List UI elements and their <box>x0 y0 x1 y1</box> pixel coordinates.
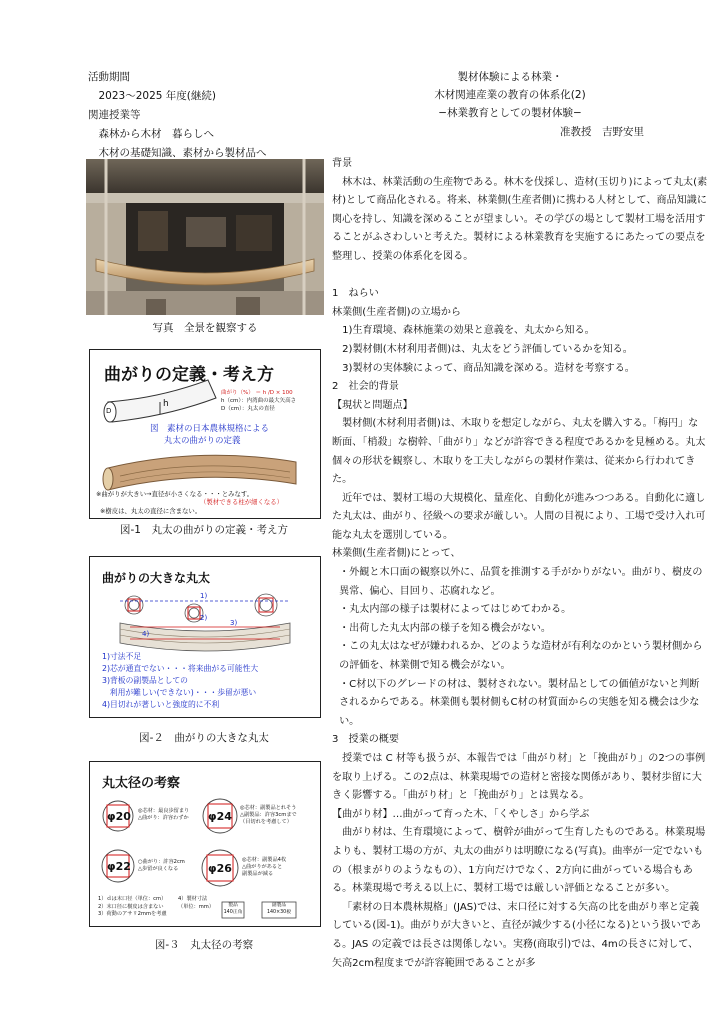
fig1-caption: 図-1 丸太の曲がりの定義・考え方 <box>120 524 288 536</box>
body-paragraph: ・外観と木口面の観察以外に、品質を推測する手がかりがない。曲がり、樹皮の異常、偏心、目回り、芯腐れなど。 <box>339 567 703 597</box>
body-paragraph: ・丸太内部の様子は製材によってはじめてわかる。 <box>339 604 572 616</box>
body-paragraph <box>332 267 708 286</box>
body-paragraph: 【現状と問題点】 <box>332 399 413 411</box>
fig1-note-2: （製材できる柱が細くなる） <box>200 498 284 506</box>
fig3-d24: φ24 <box>208 810 232 823</box>
fig1-def-h: h（cm）：内湾曲の最大矢高さ <box>221 398 297 404</box>
figure-1 <box>89 349 321 519</box>
fig3-fuku: 副製品 140×30板 <box>266 903 292 915</box>
fig3-d20: φ20 <box>107 810 131 823</box>
body-paragraph: 3)製材の実体験によって、商品知識を深める。造材を考察する。 <box>342 362 635 374</box>
fig3-title: 丸太径の考察 <box>102 776 181 791</box>
fig2-label-1: 1) <box>200 592 208 600</box>
fig3-caption: 図-３ 丸太径の考察 <box>154 939 254 951</box>
title-line-1: 製材体験による林業・ <box>457 71 563 83</box>
fig1-formula: 曲がり（%） ＝ h /D × 100 <box>221 390 293 396</box>
meta-line: 活動期間 <box>88 71 130 83</box>
fig3-note-26: ◎芯材：副製品4枚 △曲がりがあると 副製品が減る <box>242 857 287 877</box>
meta-line: 2023～2025 年度(継続) <box>88 90 216 102</box>
fig2-item: 利用が難しい(できない)・・・歩留が悪い <box>102 688 257 697</box>
fig2-item: 2)芯が通直でない・・・将来曲がる可能性大 <box>102 664 259 673</box>
fig1-def-d: D（cm）：丸太の直径 <box>221 406 275 412</box>
fig2-label-3: 3) <box>230 619 238 627</box>
body-paragraph: 製材側(木材利用者側)は、木取りを想定しながら、丸太を購入する。「梅円」な断面、「梢殺」な樹幹、「曲がり」などが許容できる程度であるかを見極める。丸太個々の形状を観察し、木取りを工夫しながらの製材作業は、従来から行われてきた。 <box>332 418 706 486</box>
fig3-legend: 1）ｄは末口径（単位：cm） 2）末口径に樹皮は含まない 3）荷動のアサリ2mmを考慮 <box>98 896 167 917</box>
fig3-note-24: ◎芯材：副製品とれそう △副製品：許容3cmまで （目切れを考慮して） <box>240 805 297 825</box>
fig1-note-3: ※樹皮は、丸太の直径に含まない。 <box>100 507 202 515</box>
fig1-subtitle-1: 図 素材の日本農林規格による <box>150 424 270 434</box>
fig1-title: 曲がりの定義・考え方 <box>104 365 274 385</box>
fig1-note-1: ※曲がりが大きい→直径が小さくなる・・・とみなす。 <box>96 490 254 498</box>
meta-line: 木材の基礎知識、素材から製材品へ <box>88 147 267 159</box>
fig2-item: 3)背板の副製品としての <box>102 676 188 685</box>
body-paragraph: ・出荷した丸太内部の様子を知る機会がない。 <box>339 622 552 634</box>
body-paragraph: 【曲がり材】…曲がって育った木、「くやしさ」から学ぶ <box>332 808 590 820</box>
body-paragraph: ・この丸太はなぜが嫌われるか、どのような造材が有利なのかという製材側からの評価を、林業側で知る機会がない。 <box>339 641 703 672</box>
fig2-caption: 図-２ 曲がりの大きな丸太 <box>139 732 269 744</box>
fig3-d22: φ22 <box>107 860 131 873</box>
figure-3 <box>89 761 321 927</box>
body-paragraph: 2 社会的背景 <box>332 381 399 393</box>
fig2-item: 1)寸法不足 <box>102 652 142 661</box>
photo-caption: 写真 全景を観察する <box>152 322 258 334</box>
fig2-items <box>102 651 258 711</box>
body-paragraph: 「素材の日本農林規格」(JAS)では、末口径に対する矢高の比を曲がり率と定義している(図-1)。曲がりが大きいと、直径が減少する(小径になる)という扱いである。JAS の定義では長さは関係しない。実務(商取引)では、4mの長さに対して、矢高2cm程度までが許容範囲であることが多 <box>332 901 702 969</box>
fig2-label-2: 2) <box>200 614 208 622</box>
author: 准教授 吉野安里 <box>560 126 644 138</box>
body-paragraph: 授業では C 材等も扱うが、本報告では「曲がり材」と「挽曲がり」の2つの事例を取り上げる。この2点は、林業現場での造材と密接な関係があり、製材歩留に大きく影響する。「曲がり材」と「挽曲がり」とは異なる。 <box>332 753 706 802</box>
body-paragraph: 曲がり材は、生育環境によって、樹幹が曲がって生育したものである。林業現場よりも、製材工場の方が、丸太の曲がりは明瞭になる(写真)。曲率が一定でないもの（根まがりのようなもの）、1方向だけでなく、2方向に曲がっている場合もある。林業現場で考える以上に、製材工場では厳しい評価となることが多い。 <box>332 827 706 895</box>
body-paragraph: 林業側(生産者側)の立場から <box>332 306 462 318</box>
fig3-note-20: ◎芯材：最良歩留まり △曲がり：許容わずか <box>138 808 190 821</box>
body-paragraph: 1)生育環境、森林施業の効果と意義を、丸太から知る。 <box>342 325 595 337</box>
body-paragraph: 林木は、林業活動の生産物である。林木を伐採し、造材(玉切り)によって丸太(素材)として商品化される。将来、林業側(生産者側)に携わる人材として、商品知識に関心を持し、知識を深めることが望ましい。その学びの場として製材工場を活用することがふさわしいと考えた。製材による林業教育を実施するにあたっての要点を整理し、授業の体系化を図る。 <box>332 176 708 262</box>
body-paragraph: ・C材以下のグレードの材は、製材されない。製材品としての価値がないと判断されるからである。林業側も製材側もC材の材質面からの実態を知る機会は少ない。 <box>339 678 700 727</box>
title-line-3: −林業教育としての製材体験− <box>438 107 582 119</box>
title-line-2: 木材関連産業の教育の体系化(2) <box>434 89 586 101</box>
body-text <box>332 155 708 973</box>
sawmill-photo <box>86 159 324 315</box>
fig2-item: 4)目切れが著しいと強度的に不利 <box>102 700 220 709</box>
meta-line: 森林から木材 暮らしへ <box>88 128 214 140</box>
body-paragraph: 1 ねらい <box>332 288 379 300</box>
body-paragraph: 近年では、製材工場の大規模化、量産化、自動化が進みつつある。自動化に適した丸太は、曲がり、径級への要求が厳しい。人間の目視により、工場で受け入れ可能な丸太を選別している。 <box>332 492 706 541</box>
fig2-title: 曲がりの大きな丸太 <box>102 571 211 585</box>
fig3-seihin: 製品 140正角 <box>223 903 243 915</box>
meta-line: 関連授業等 <box>88 109 141 121</box>
fig3-note-22: ○曲がり：許容2cm △歩留が良くなる <box>138 859 185 872</box>
body-paragraph: 2)製材側(木材利用者側)は、丸太をどう評価しているかを知る。 <box>342 343 633 355</box>
body-paragraph: 林業側(生産者側)にとって、 <box>332 548 461 560</box>
body-paragraph: 3 授業の概要 <box>332 734 399 746</box>
fig3-d26: φ26 <box>208 862 232 875</box>
fig1-label-h: h <box>163 399 169 409</box>
fig1-subtitle-2: 丸太の曲がりの定義 <box>164 436 241 446</box>
fig2-label-4: 4) <box>142 630 150 638</box>
paper-title <box>380 68 640 122</box>
body-paragraph: 背景 <box>332 158 353 169</box>
figure-2 <box>89 556 321 718</box>
fig3-spec-label: 4）製材寸法 （単位：mm） <box>178 896 215 910</box>
fig1-label-d: D <box>106 407 112 415</box>
